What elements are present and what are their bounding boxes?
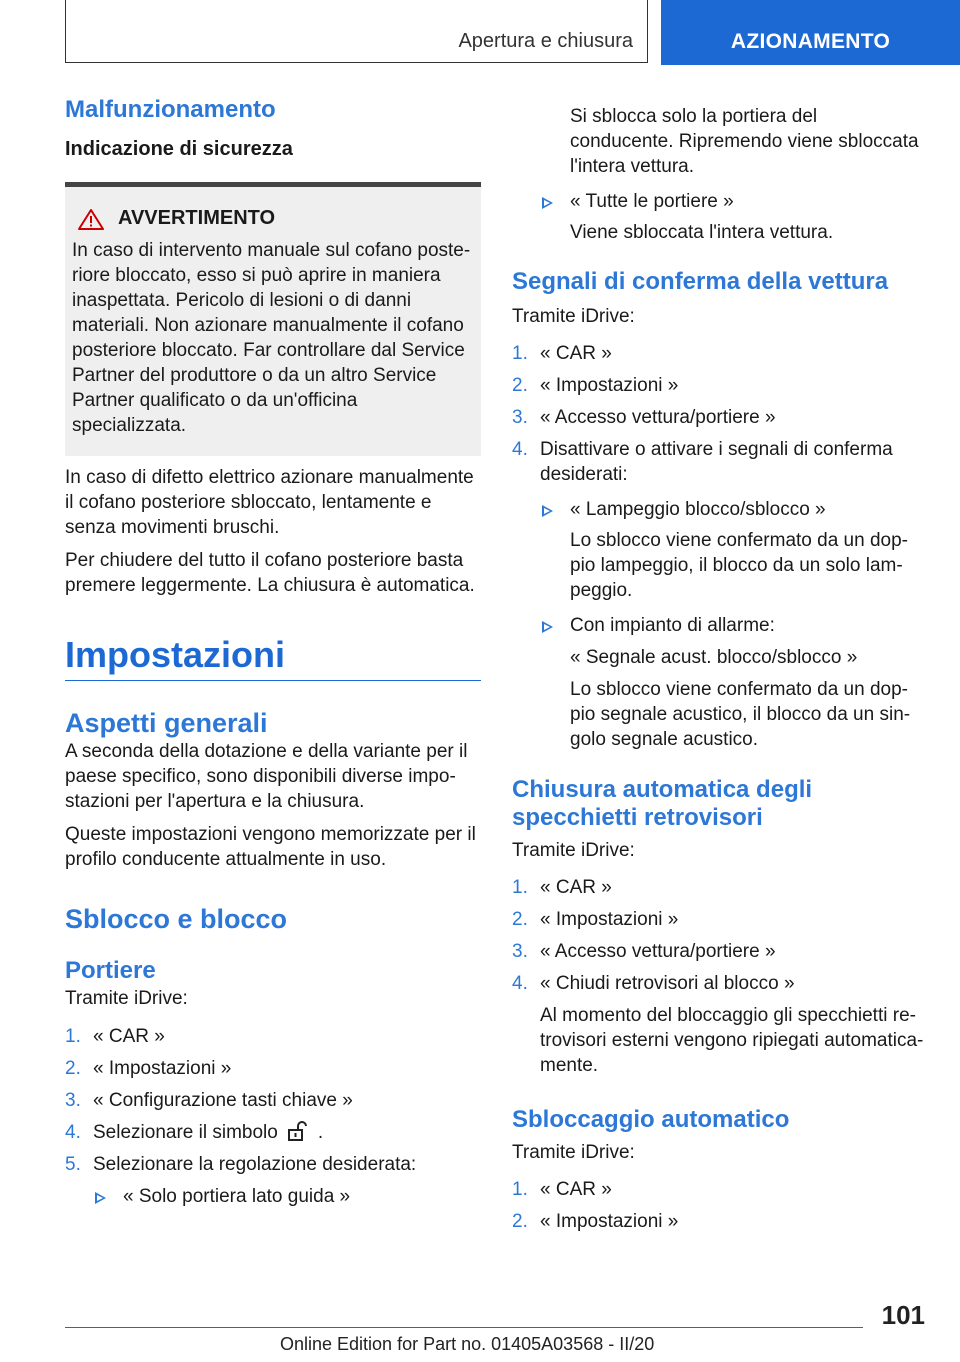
- all-doors-option: [540, 189, 925, 214]
- paragraph: Lo sblocco viene confermato da un doppio segnale acustico, il blocco da un singolo segnale acustico.: [570, 679, 911, 750]
- list-item: [512, 405, 925, 430]
- list-item: [512, 373, 925, 398]
- list-item: [65, 1152, 481, 1177]
- doors-steps: [65, 1024, 481, 1177]
- paragraph: Queste impostazioni vengono memorizzate per il profilo conducente attualmente in uso.: [65, 824, 476, 870]
- header-section-title: Apertura e chiusura: [458, 30, 633, 52]
- step-text: « Impostazioni »: [93, 1058, 232, 1079]
- step-number: 1.: [512, 343, 528, 364]
- warning-triangle-icon: [78, 208, 104, 230]
- page-number: 101: [881, 1300, 925, 1330]
- step-number: 1.: [65, 1026, 81, 1047]
- step-number: 4.: [512, 439, 528, 460]
- paragraph: In caso di difetto elettrico azionare manualmente il cofano posteriore sbloccato, lentamente e senza movimenti bruschi.: [65, 467, 474, 538]
- option-text: « Lampeggio blocco/sblocco »: [570, 499, 826, 520]
- paragraph: Al momento del bloccaggio gli specchietti retrovisori esterni vengono ripiegati automaticamente.: [540, 1005, 924, 1076]
- mirror-heading: Chiusura automatica degli specchietti retrovisori: [512, 776, 813, 831]
- idrive-intro: Tramite iDrive:: [512, 306, 635, 327]
- list-item: [65, 1056, 481, 1081]
- list-item: [540, 189, 925, 214]
- list-item: [65, 1088, 481, 1113]
- chapter-tab: [661, 0, 960, 65]
- doors-options: [93, 1184, 481, 1209]
- step-text: « Impostazioni »: [540, 375, 679, 396]
- list-item: [512, 971, 925, 996]
- step-number: 3.: [512, 941, 528, 962]
- bullet-triangle-icon: [542, 621, 553, 633]
- mirror-steps: [512, 875, 925, 996]
- confirm-heading: Segnali di conferma della vettura: [512, 268, 889, 295]
- paragraph: Si sblocca solo la portiera del conducente. Ripremendo viene sbloccata l'intera vettura.: [570, 106, 919, 177]
- malfunction-heading: Malfunzionamento: [65, 96, 276, 123]
- option-text: « Tutte le portiere »: [570, 191, 734, 212]
- header-section-box: [65, 0, 648, 63]
- step-text: « Accesso vettura/portiere »: [540, 407, 776, 428]
- step-number: 3.: [512, 407, 528, 428]
- confirm-steps: [512, 341, 925, 487]
- paragraph: Lo sblocco viene confermato da un doppio lampeggio, il blocco da un solo lampeggio.: [570, 530, 908, 601]
- list-item: [512, 907, 925, 932]
- option-text: Con impianto di allarme:: [570, 615, 775, 636]
- step-number: 5.: [65, 1154, 81, 1175]
- left-column: [65, 96, 481, 1216]
- step-number: 3.: [65, 1090, 81, 1111]
- unlock-heading: Sblocco e blocco: [65, 904, 288, 934]
- section-divider: [65, 680, 481, 681]
- list-item: [93, 1184, 481, 1209]
- paragraph: Per chiudere del tutto il cofano posteriore basta premere leggermente. La chiusura è automatica.: [65, 550, 475, 596]
- step-text: « Impostazioni »: [540, 1211, 679, 1232]
- idrive-intro: Tramite iDrive:: [512, 840, 635, 861]
- idrive-intro: Tramite iDrive:: [512, 1142, 635, 1163]
- list-item: [65, 1120, 481, 1145]
- step-number: 2.: [512, 909, 528, 930]
- step-number: 1.: [512, 1179, 528, 1200]
- paragraph: A seconda della dotazione e della variante per il paese specifico, sono disponibili diverse impostazioni per l'apertura e la chiusura.: [65, 741, 468, 812]
- bullet-triangle-icon: [542, 197, 553, 209]
- step-text: « Accesso vettura/portiere »: [540, 941, 776, 962]
- bullet-triangle-icon: [542, 505, 553, 517]
- confirm-options: [540, 497, 925, 522]
- autounlock-steps: [512, 1177, 925, 1234]
- list-item: [65, 1024, 481, 1049]
- step-text: « Impostazioni »: [540, 909, 679, 930]
- list-item: [512, 1177, 925, 1202]
- option-text: « Solo portiera lato guida »: [123, 1186, 351, 1207]
- right-column: [512, 104, 925, 1241]
- step-text: « CAR »: [540, 343, 612, 364]
- edition-note: Online Edition for Part no. 01405A03568 - II/20: [280, 1334, 655, 1354]
- warning-title: AVVERTIMENTO: [118, 207, 276, 229]
- list-item: [512, 437, 925, 487]
- list-item: [540, 613, 925, 638]
- step-text: Selezionare la regolazione desiderata:: [93, 1154, 417, 1175]
- paragraph: Viene sbloccata l'intera vettura.: [570, 222, 834, 243]
- step-number: 4.: [512, 973, 528, 994]
- list-item: [512, 341, 925, 366]
- step-number: 2.: [512, 1211, 528, 1232]
- warning-text: In caso di intervento manuale sul cofano posteriore bloccato, esso si può aprire in maniera inaspettata. Pericolo di lesioni o di danni materiali. Non azionare manualmente il cofano posteriore bloccato. Far controllare dal Service Partner del produttore o da un altro Service Partner qualificato o da un'officina specializzata.: [72, 240, 471, 436]
- paragraph: « Segnale acust. blocco/sblocco »: [570, 647, 858, 668]
- step-number: 4.: [65, 1122, 81, 1143]
- chapter-title: AZIONAMENTO: [730, 30, 891, 53]
- general-heading: Aspetti generali: [65, 708, 268, 738]
- step-text: « CAR »: [540, 1179, 612, 1200]
- warning-header: [72, 207, 474, 230]
- step-text: « Configurazione tasti chiave »: [93, 1090, 353, 1111]
- idrive-intro: Tramite iDrive:: [65, 988, 188, 1009]
- warning-box: [65, 182, 481, 456]
- doors-heading: Portiere: [65, 957, 156, 984]
- bullet-triangle-icon: [95, 1192, 106, 1204]
- safety-heading: Indicazione di sicurezza: [65, 138, 293, 160]
- step-number: 1.: [512, 877, 528, 898]
- footer-divider: [65, 1327, 863, 1328]
- list-item: [512, 1209, 925, 1234]
- settings-heading: Impostazioni: [65, 634, 286, 675]
- step-number: 2.: [65, 1058, 81, 1079]
- page-header: [65, 0, 960, 65]
- confirm-options: [540, 613, 925, 638]
- step-text: Selezionare il simbolo: [93, 1122, 278, 1143]
- step-text: « CAR »: [93, 1026, 165, 1047]
- step-text: « Chiudi retrovisori al blocco »: [540, 973, 795, 994]
- step-number: 2.: [512, 375, 528, 396]
- step-text: « CAR »: [540, 877, 612, 898]
- list-item: [540, 497, 925, 522]
- autounlock-heading: Sbloccaggio automatico: [512, 1106, 790, 1133]
- step-text: Disattivare o attivare i segnali di conferma desiderati:: [540, 439, 893, 485]
- list-item: [512, 875, 925, 900]
- unlock-icon: [284, 1121, 310, 1141]
- list-item: [512, 939, 925, 964]
- step-tail: .: [317, 1122, 324, 1143]
